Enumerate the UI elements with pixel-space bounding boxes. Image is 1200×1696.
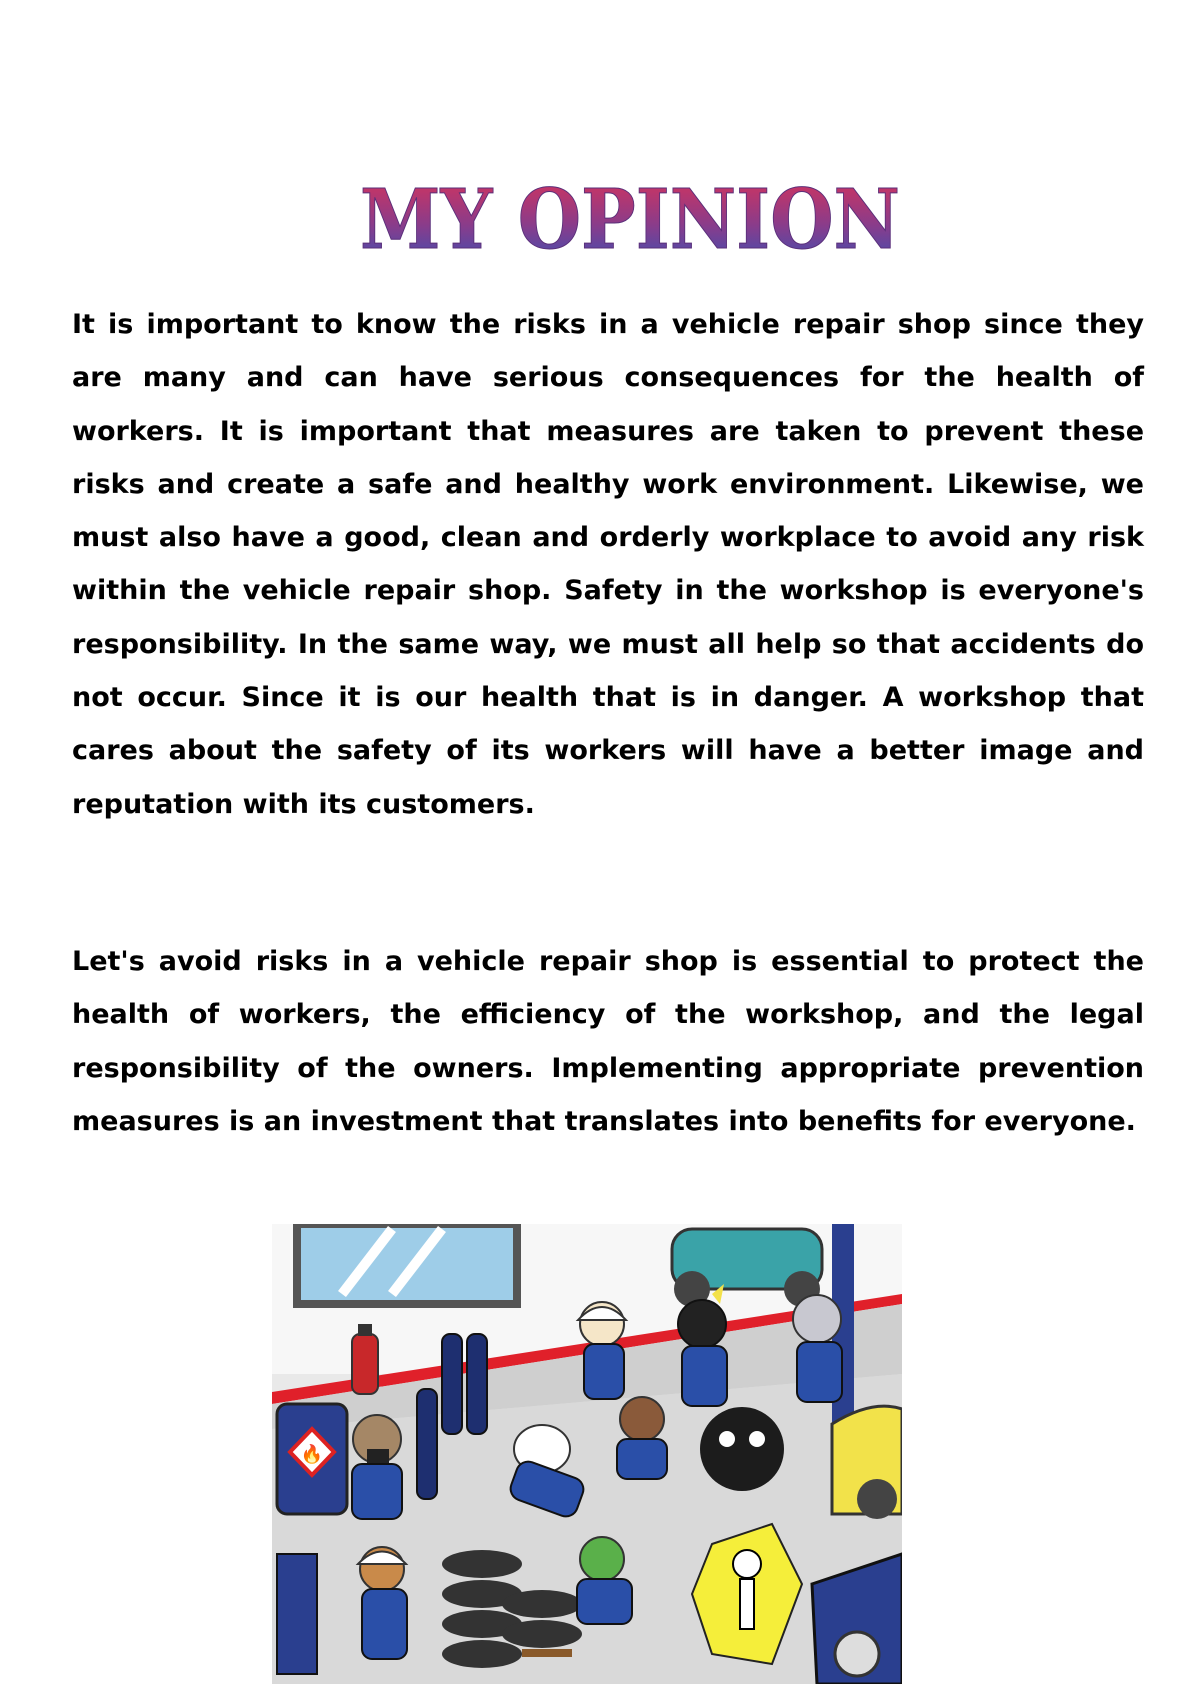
svg-text:🔥: 🔥 — [300, 1444, 324, 1465]
page-title — [300, 170, 960, 260]
page-title-text: MY OPINION — [360, 172, 900, 260]
opinion-paragraph-1: It is important to know the risks in a vehicle repair shop since they are many and can have serious consequences for the health of workers. It is important that measures are taken to prevent these risks and create a safe and healthy work environment. Likewise, we must also have a good, clean and orderly workplace to avoid any risk within the vehicle repair shop. Safety in the workshop is everyone's responsibility. In the same way, we must all help so that accidents do not occur. Since it is our health that is in danger. A workshop that cares about the safety of its workers will have a better image and reputation with its customers. — [72, 309, 1144, 820]
flammable-barrel-icon — [277, 1404, 347, 1514]
workshop-risks-illustration — [272, 1224, 902, 1684]
worker-cat-icon — [793, 1295, 842, 1402]
window-icon — [297, 1224, 517, 1304]
opinion-paragraph-2: Let's avoid risks in a vehicle repair shop is essential to protect the health of workers, the efficiency of the workshop, and the legal responsibility of the owners. Implementing appropriate prevention measures is an investment that translates into benefits for everyone. — [72, 946, 1144, 1137]
yellow-car-icon — [832, 1406, 902, 1519]
fire-extinguisher-icon — [352, 1324, 378, 1394]
welder-worker-icon — [352, 1415, 402, 1519]
worker-helmet-icon — [578, 1302, 626, 1399]
smoke-cloud-icon — [700, 1407, 784, 1491]
